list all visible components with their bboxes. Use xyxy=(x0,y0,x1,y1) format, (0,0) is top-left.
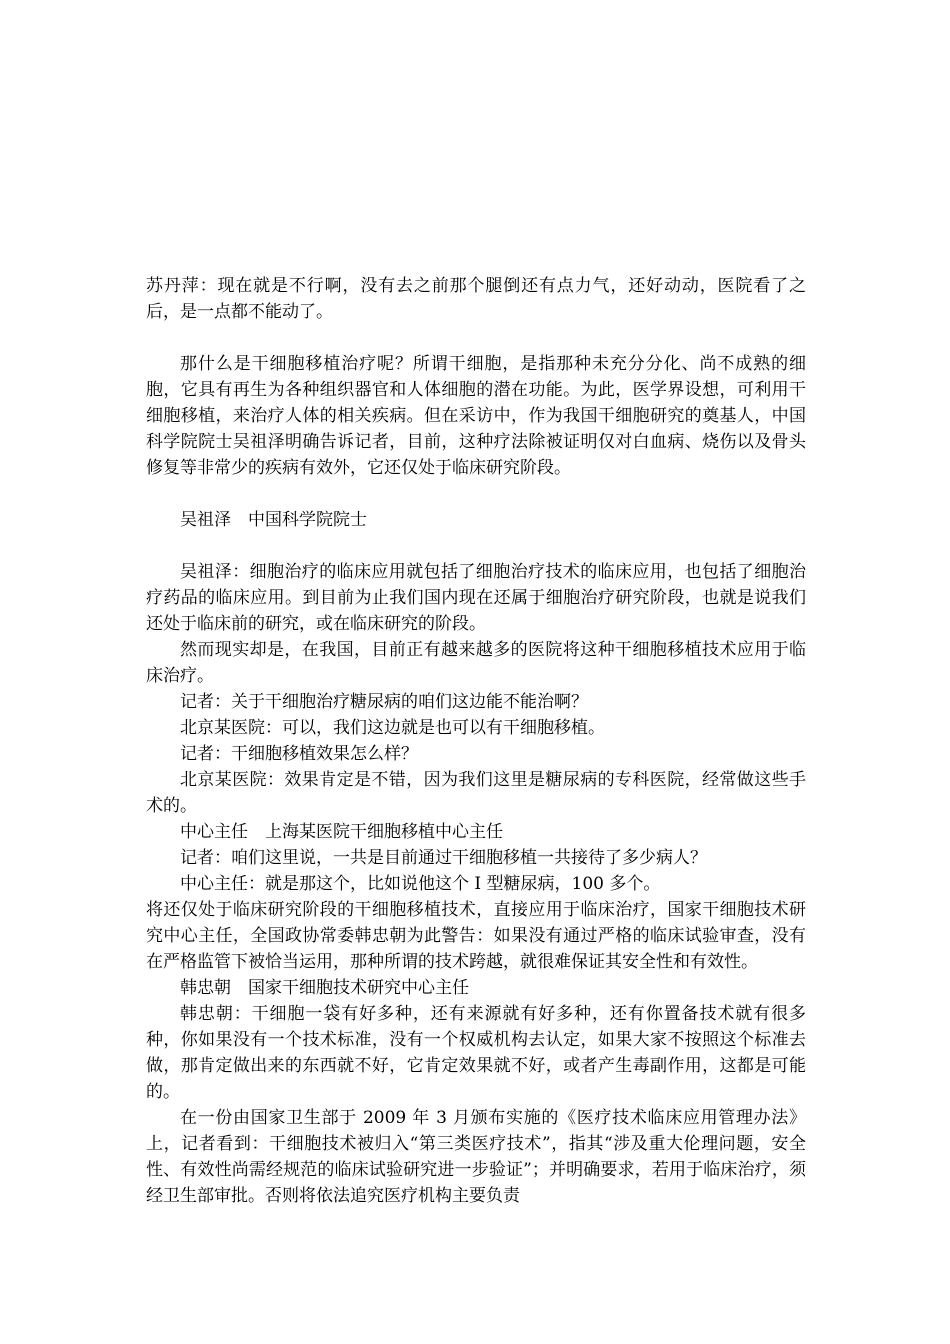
document-body xyxy=(146,273,806,1209)
paragraph-center-director-answer: 中心主任：就是那这个，比如说他这个 I 型糖尿病，100 多个。 xyxy=(180,874,661,894)
paragraph-reality: 然而现实却是，在我国，目前正有越来越多的医院将这种干细胞移植技术应用于临床治疗。 xyxy=(146,640,806,686)
paragraph-reporter-question-1: 记者：关于干细胞治疗糖尿病的咱们这边能不能治啊？ xyxy=(180,692,588,712)
paragraph-su-danping-quote: 苏丹萍：现在就是不行啊，没有去之前那个腿倒还有点力气，还好动动，医院看了之后，是一点都不能动了。 xyxy=(146,276,806,322)
paragraph-reporter-question-3: 记者：咱们这里说，一共是目前通过干细胞移植一共接待了多少病人？ xyxy=(180,848,707,868)
caption-wu-zuze: 吴祖泽 中国科学院院士 xyxy=(180,510,367,530)
caption-han-zhongchao: 韩忠朝 国家干细胞技术研究中心主任 xyxy=(180,978,469,998)
paragraph-stem-cell-definition: 那什么是干细胞移植治疗呢？所谓干细胞，是指那种未充分分化、尚不成熟的细胞，它具有再生为各种组织器官和人体细胞的潜在功能。为此，医学界设想，可利用干细胞移植，来治疗人体的相关疾病。但在采访中，作为我国干细胞研究的奠基人，中国科学院院士吴祖泽明确告诉记者，目前，这种疗法除被证明仅对白血病、烧伤以及骨头修复等非常少的疾病有效外，它还仅处于临床研究阶段。 xyxy=(146,354,806,478)
paragraph-reporter-question-2: 记者：干细胞移植效果怎么样？ xyxy=(180,744,418,764)
caption-center-director: 中心主任 上海某医院干细胞移植中心主任 xyxy=(180,822,503,842)
paragraph-wu-zuze-quote: 吴祖泽：细胞治疗的临床应用就包括了细胞治疗技术的临床应用，也包括了细胞治疗药品的临床应用。到目前为止我们国内现在还属于细胞治疗研究阶段，也就是说我们还处于临床前的研究，或在临床研究的阶段。 xyxy=(146,562,806,634)
paragraph-han-zhongchao-quote: 韩忠朝：干细胞一袋有好多种，还有来源就有好多种，还有你置备技术就有很多种，你如果没有一个技术标准，没有一个权威机构去认定，如果大家不按照这个标准去做，那肯定做出来的东西就不好，它肯定效果就不好，或者产生毒副作用，这都是可能的。 xyxy=(146,1004,806,1102)
paragraph-beijing-hospital-answer-1: 北京某医院：可以，我们这边就是也可以有干细胞移植。 xyxy=(180,718,605,738)
paragraph-beijing-hospital-answer-2: 北京某医院：效果肯定是不错，因为我们这里是糖尿病的专科医院，经常做这些手术的。 xyxy=(146,770,806,816)
paragraph-regulation: 在一份由国家卫生部于 2009 年 3 月颁布实施的《医疗技术临床应用管理办法》上，记者看到：干细胞技术被归入“第三类医疗技术”，指其“涉及重大伦理问题，安全性、有效性尚需经规范的临床试验研究进一步验证”；并明确要求，若用于临床治疗，须经卫生部审批。否则将依法追究医疗机构主要负责 xyxy=(146,1108,806,1206)
paragraph-han-zhongchao-warning: 将还仅处于临床研究阶段的干细胞移植技术，直接应用于临床治疗，国家干细胞技术研究中心主任，全国政协常委韩忠朝为此警告：如果没有通过严格的临床试验审查，没有在严格监管下被恰当运用，那种所谓的技术跨越，就很难保证其安全性和有效性。 xyxy=(146,900,806,972)
